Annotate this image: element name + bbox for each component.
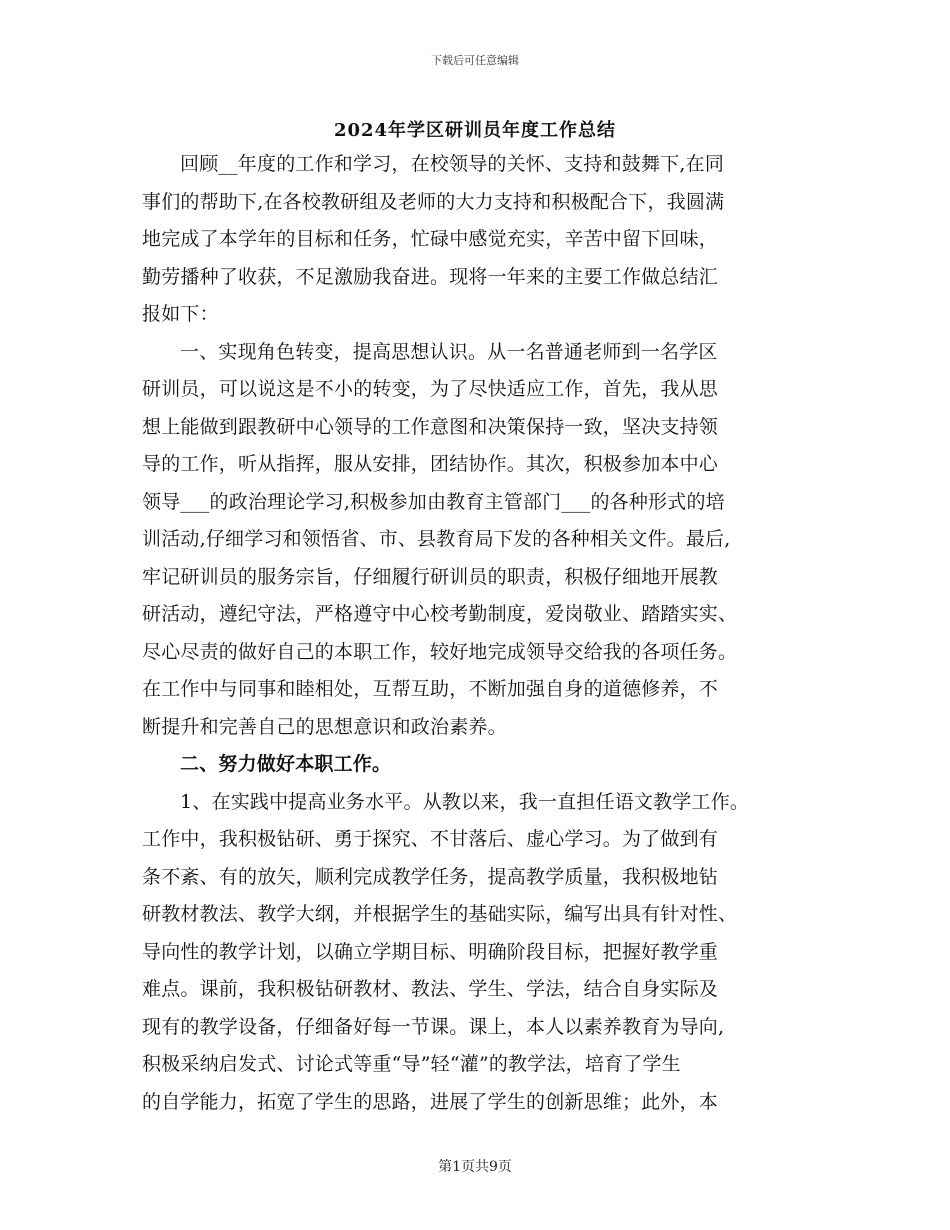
body-line: 尽心尽责的做好自己的本职工作，较好地完成领导交给我的各项任务。 [142,640,738,663]
body-line: 断提升和完善自己的思想意识和政治素养。 [142,715,507,738]
body-line: 的自学能力，拓宽了学生的思路，进展了学生的创新思维；此外，本 [142,1090,719,1113]
body-line: 报如下： [142,303,219,325]
body-line: 事们的帮助下,在各校教研组及老师的大力支持和积极配合下，我圆满 [142,190,725,213]
page-header: 下载后可任意编辑 [431,54,519,67]
body-line: 导的工作，听从指挥，服从安排，团结协作。其次，积极参加本中心 [142,453,719,475]
body-line: 勤劳播种了收获，不足激励我奋进。现将一年来的主要工作做总结汇 [142,265,719,288]
body-line: 地完成了本学年的目标和任务，忙碌中感觉充实，辛苦中留下回味， [142,228,719,250]
body-line: 领导___的政治理论学习,积极参加由教育主管部门___的各种形式的培 [142,490,725,513]
body-line: 回顾__年度的工作和学习，在校领导的关怀、支持和鼓舞下,在同 [180,153,725,175]
body-line: 牢记研训员的服务宗旨，仔细履行研训员的职责，积极仔细地开展教 [142,565,719,588]
document-body [142,146,832,1121]
body-line: 研训员，可以说这是不小的转变，为了尽快适应工作，首先，我从思 [142,378,719,400]
body-line: 积极采纳启发式、讨论式等重“导”轻“灌”的教学法，培育了学生 [142,1053,681,1075]
body-line: 现有的教学设备，仔细备好每一节课。课上，本人以素养教育为导向, [142,1015,725,1038]
body-line: 在工作中与同事和睦相处，互帮互助，不断加强自身的道德修养，不 [142,678,719,700]
document-title: 2024年学区研训员年度工作总结 [333,120,617,141]
body-line: 一、实现角色转变，提高思想认识。从一名普通老师到一名学区 [180,340,718,363]
body-line: 难点。课前，我积极钻研教材、教法、学生、学法，结合自身实际及 [142,978,719,1000]
body-line: 研教材教法、教学大纲，并根据学生的基础实际，编写出具有针对性、 [142,903,738,925]
body-line: 研活动，遵纪守法，严格遵守中心校考勤制度，爱岗敬业、踏踏实实、 [142,603,738,625]
section-heading: 二、努力做好本职工作。 [180,753,392,775]
body-line: 训活动,仔细学习和领悟省、市、县教育局下发的各种相关文件。最后, [142,528,731,550]
body-line: 1、在实践中提高业务水平。从教以来，我一直担任语文教学工作。 [180,790,750,813]
body-line: 工作中，我积极钻研、勇于探究、不甘落后、虚心学习。为了做到有 [142,828,719,850]
body-line: 条不紊、有的放矢，顺利完成教学任务，提高教学质量，我积极地钻 [142,865,719,888]
body-line: 想上能做到跟教研中心领导的工作意图和决策保持一致，坚决支持领 [142,415,719,438]
page-footer: 第1页共9页 [438,1159,512,1175]
body-line: 导向性的教学计划，以确立学期目标、明确阶段目标，把握好教学重 [142,940,719,963]
